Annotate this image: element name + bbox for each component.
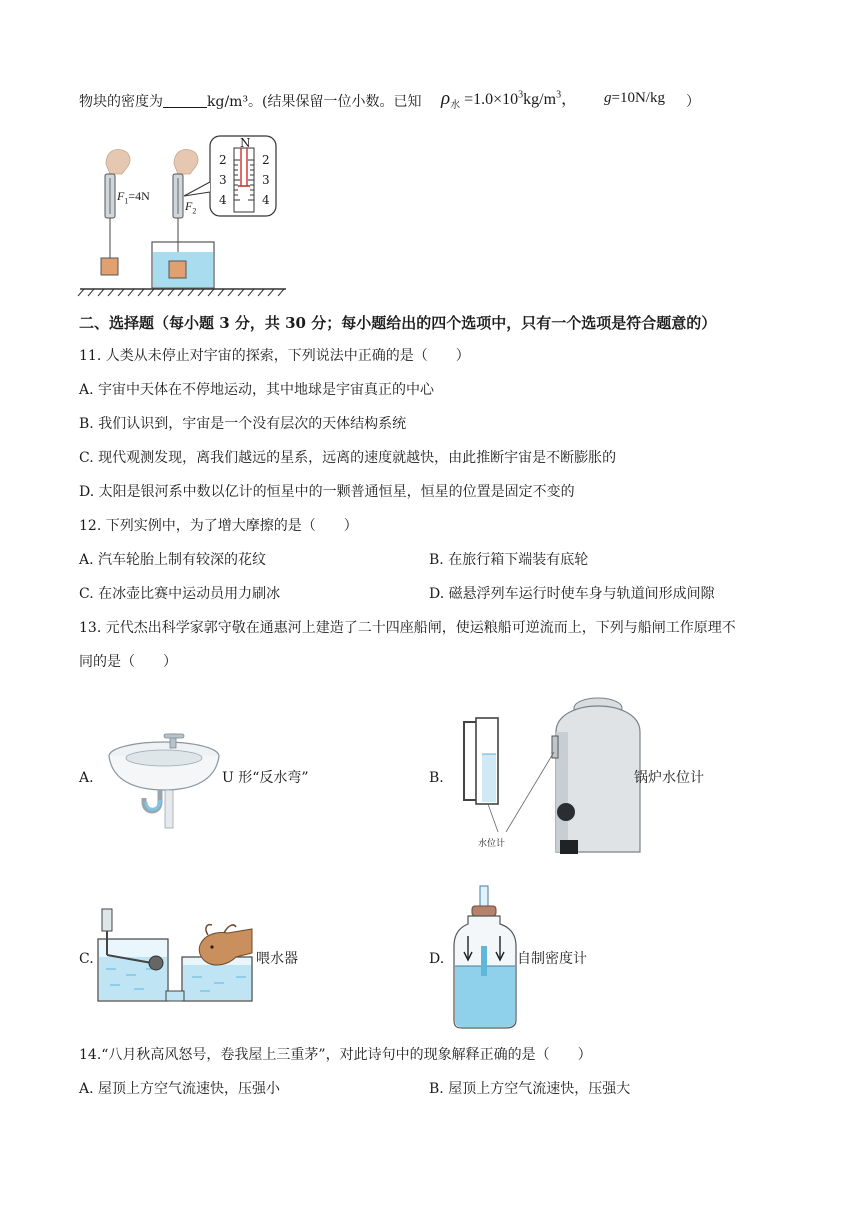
q13-option-c-caption: 喂水器 [256,951,298,967]
q10-unit-text: kg/m³。(结果保留一位小数。已知 [207,94,422,110]
q13-option-d-caption: 自制密度计 [517,951,587,967]
tick-left-2: 2 [219,153,227,167]
tick-right-4: 4 [262,193,270,207]
rho-unit-exp: 3 [556,89,562,101]
f2-sub: 2 [192,206,197,216]
boiler-gauge-label: 水位计 [478,839,506,849]
f1-value: =4N [128,189,150,203]
homemade-densitometer-illustration [452,886,518,1030]
block-1 [101,258,118,275]
q12-option-b: B. 在旅行箱下端装有底轮 [429,552,589,568]
q12-option-c: C. 在冰壶比赛中运动员用力刷冰 [79,586,281,602]
f2-symbol: F [185,199,193,213]
f1-symbol: F [117,189,125,203]
q11-option-a: A. 宇宙中天体在不停地运动，其中地球是宇宙真正的中心 [79,382,435,398]
f1-sub: 1 [124,196,129,206]
q12-option-d: D. 磁悬浮列车运行时使车身与轨道间形成间隙 [429,586,715,602]
q11-stem: 11. 人类从未停止对宇宙的探索，下列说法中正确的是（ ） [79,348,470,364]
q13-stem-line2: 同的是（ ） [79,654,177,670]
q10-prefix: 物块的密度为 [79,94,163,110]
g-value: =10N/kg [611,90,665,106]
tick-right-2: 2 [262,153,270,167]
q10-rho-formula [441,86,577,111]
q13-option-d-letter: D. [429,951,445,967]
q14-stem: 14.“八月秋高风怒号，卷我屋上三重茅”，对此诗句中的现象解释正确的是（ ） [79,1047,592,1063]
q11-option-b: B. 我们认识到，宇宙是一个没有层次的天体结构系统 [79,416,407,432]
rho-value: =1.0×10 [464,91,519,108]
q10-g-formula [604,90,665,107]
block-2 [169,261,186,278]
f1-label [117,189,150,205]
scale-unit-label: N [240,136,251,150]
q13-option-a-caption: U 形“反水弯” [222,770,309,786]
q11-option-c: C. 现代观测发现，离我们越远的星系，远离的速度就越快，由此推断宇宙是不断膨胀的 [79,450,617,466]
answer-blank [163,93,207,108]
q14-option-b: B. 屋顶上方空气流速快，压强大 [429,1081,631,1097]
q13-stem-line1: 13. 元代杰出科学家郭守敬在通惠河上建造了二十四座船闸，使运粮船可逆流而上，下列与船闸工作原理不 [79,620,736,636]
q10-close: ） [686,94,700,110]
tick-left-3: 3 [219,173,227,187]
sink-u-bend-illustration [104,728,224,828]
q13-option-a-letter: A. [79,770,94,786]
tick-right-3: 3 [262,173,270,187]
q11-option-d: D. 太阳是银河系中数以亿计的恒星中的一颗普通恒星，恒星的位置是固定不变的 [79,484,575,500]
g-symbol: g [604,90,612,106]
q14-option-a: A. 屋顶上方空气流速快，压强小 [79,1081,281,1097]
rho-exp: 3 [518,89,524,101]
q10-sep: ， [561,91,578,108]
rho-symbol: ρ [441,88,451,109]
q13-option-c-letter: C. [79,951,94,967]
q13-option-b-caption: 锅炉水位计 [634,770,704,786]
q10-spring-scale-figure [78,134,288,299]
q12-stem: 12. 下列实例中，为了增大摩擦的是（ ） [79,518,358,534]
section-2-heading: 二、选择题（每小题 3 分，共 30 分；每小题给出的四个选项中，只有一个选项是符合题意的） [79,314,717,332]
animal-feeder-illustration [96,905,254,1005]
q12-option-a: A. 汽车轮胎上制有较深的花纹 [79,552,267,568]
tick-left-4: 4 [219,193,227,207]
f2-label [185,199,196,215]
rho-sub: 水 [450,100,461,112]
q13-option-b-letter: B. [429,770,444,786]
q10-density-line [79,92,422,112]
rho-unit: kg/m [523,91,557,108]
